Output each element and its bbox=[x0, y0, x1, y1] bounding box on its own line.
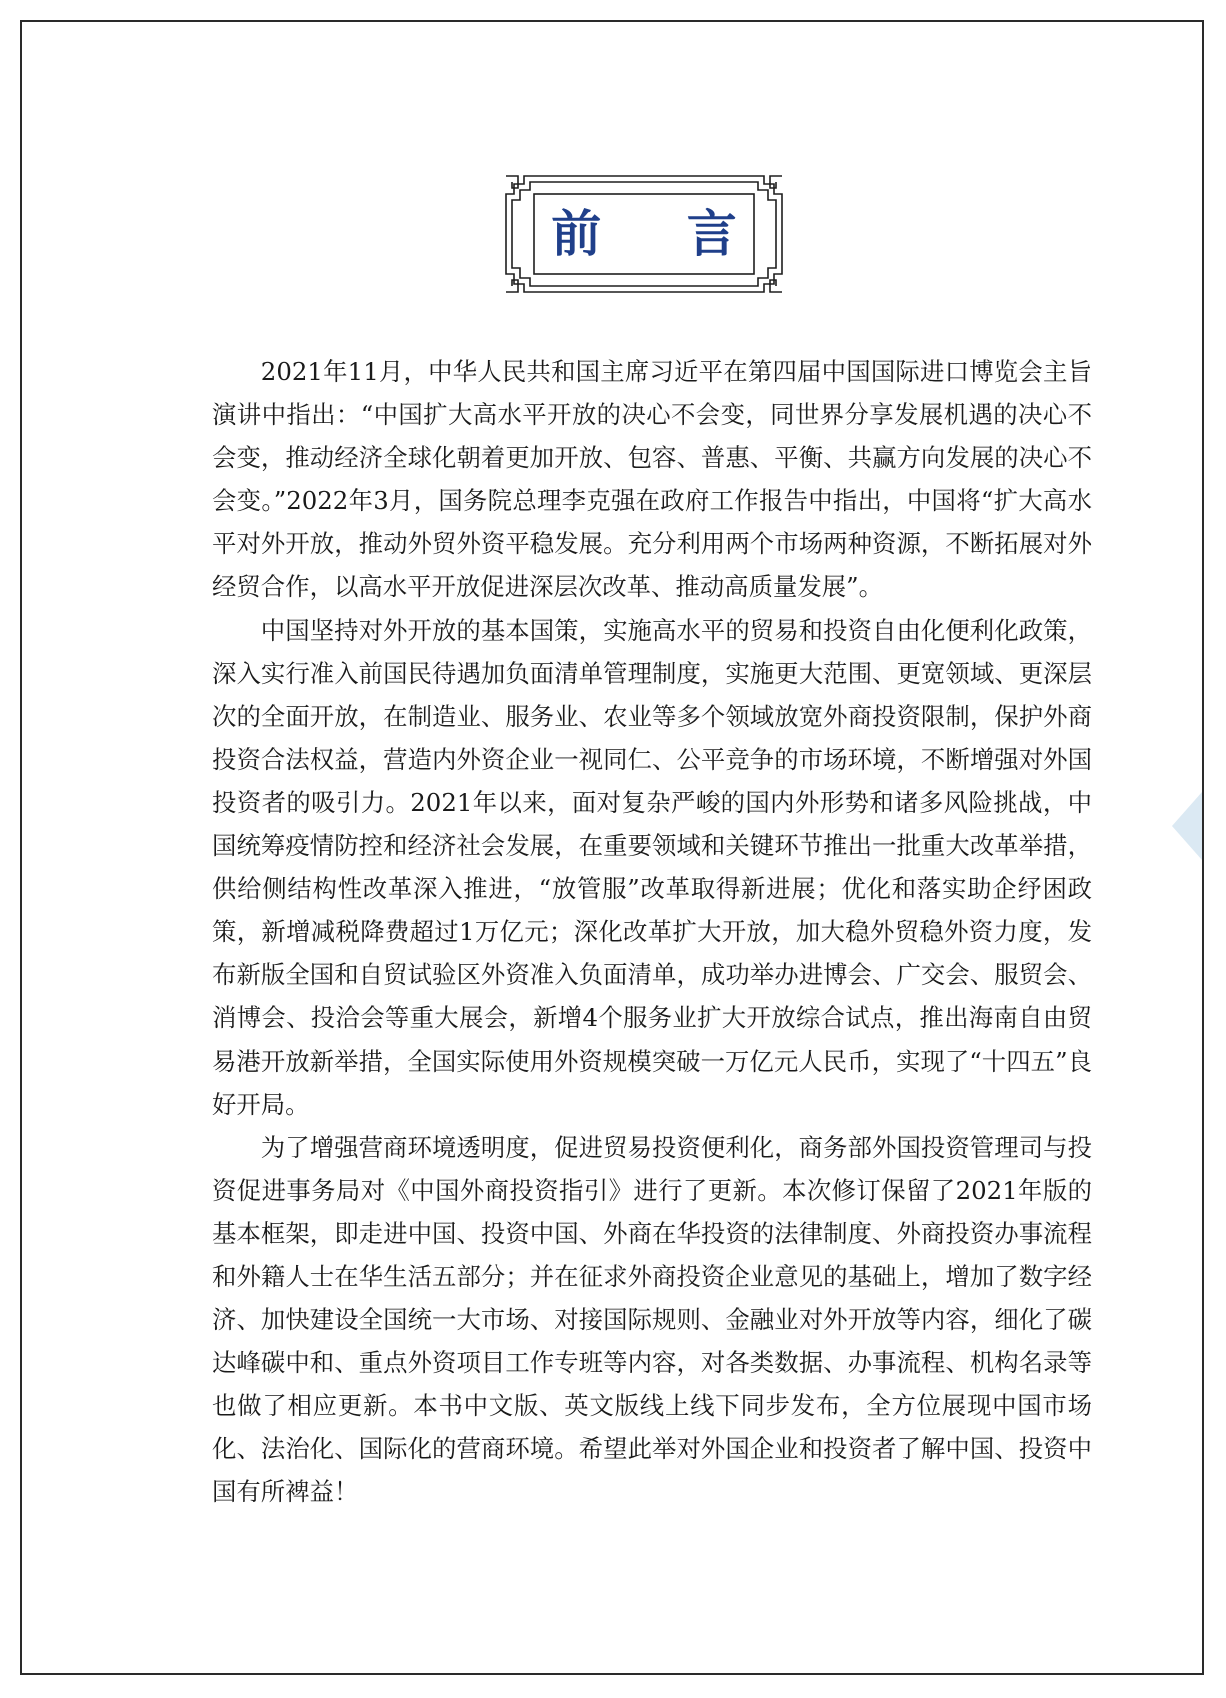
preface-body bbox=[212, 350, 1092, 1514]
title-frame bbox=[504, 174, 784, 294]
page-title: 前 言 bbox=[551, 204, 771, 263]
paragraph-3: 为了增强营商环境透明度，促进贸易投资便利化，商务部外国投资管理司与投资促进事务局对《中国外商投资指引》进行了更新。本次修订保留了2021年版的基本框架，即走进中国、投资中国、外商在华投资的法律制度、外商投资办事流程和外籍人士在华生活五部分；并在征求外商投资企业意见的基础上，增加了数字经济、加快建设全国统一大市场、对接国际规则、金融业对外开放等内容，细化了碳达峰碳中和、重点外资项目工作专班等内容，对各类数据、办事流程、机构名录等也做了相应更新。本书中文版、英文版线上线下同步发布，全方位展现中国市场化、法治化、国际化的营商环境。希望此举对外国企业和投资者了解中国、投资中国有所裨益！ bbox=[212, 1132, 1092, 1507]
paragraph-2: 中国坚持对外开放的基本国策，实施高水平的贸易和投资自由化便利化政策，深入实行准入前国民待遇加负面清单管理制度，实施更大范围、更宽领域、更深层次的全面开放，在制造业、服务业、农业等多个领域放宽外商投资限制，保护外商投资合法权益，营造内外资企业一视同仁、公平竞争的市场环境，不断增强对外国投资者的吸引力。2021年以来，面对复杂严峻的国内外形势和诸多风险挑战，中国统筹疫情防控和经济社会发展，在重要领域和关键环节推出一批重大改革举措，供给侧结构性改革深入推进，“放管服”改革取得新进展；优化和落实助企纾困政策，新增减税降费超过1万亿元；深化改革扩大开放，加大稳外贸稳外资力度，发布新版全国和自贸试验区外资准入负面清单，成功举办进博会、广交会、服贸会、消博会、投洽会等重大展会，新增4个服务业扩大开放综合试点，推出海南自由贸易港开放新举措，全国实际使用外资规模突破一万亿元人民币，实现了“十四五”良好开局。 bbox=[212, 615, 1092, 1119]
page-edge-tab bbox=[1172, 792, 1202, 860]
paragraph-1: 2021年11月，中华人民共和国主席习近平在第四届中国国际进口博览会主旨演讲中指出：“中国扩大高水平开放的决心不会变，同世界分享发展机遇的决心不会变，推动经济全球化朝着更加开放、包容、普惠、平衡、共赢方向发展的决心不会变。”2022年3月，国务院总理李克强在政府工作报告中指出，中国将“扩大高水平对外开放，推动外贸外资平稳发展。充分利用两个市场两种资源，不断拓展对外经贸合作，以高水平开放促进深层次改革、推动高质量发展”。 bbox=[212, 357, 1092, 602]
page-frame bbox=[20, 20, 1204, 1675]
